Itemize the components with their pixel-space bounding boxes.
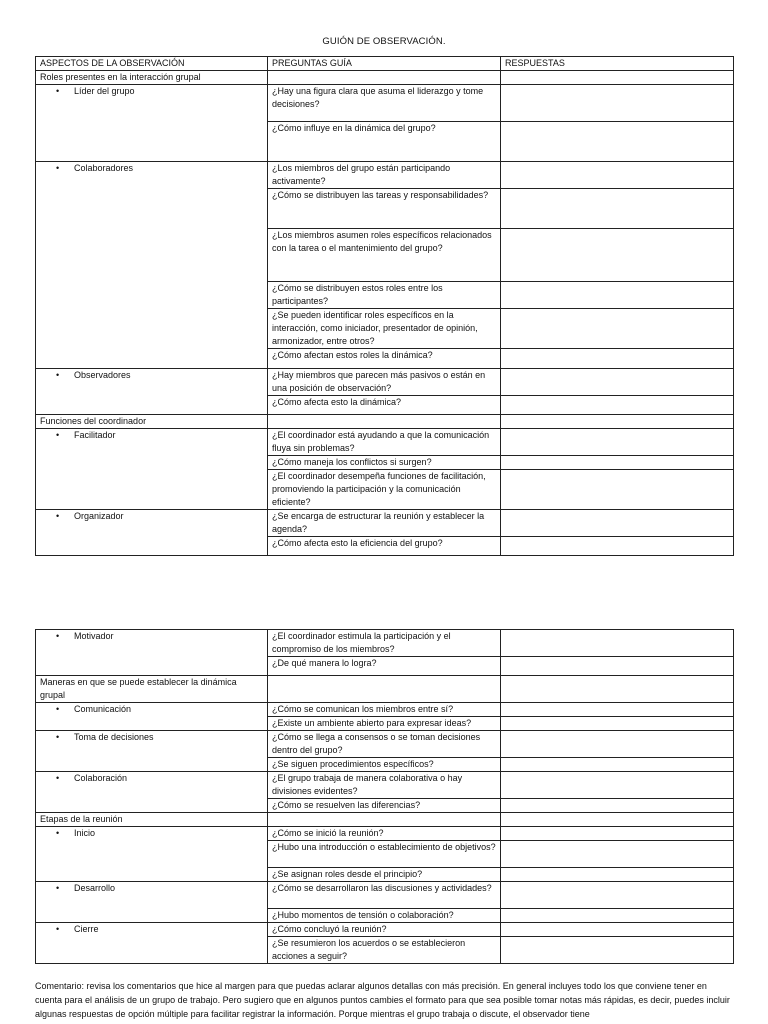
question: ¿Se encarga de estructurar la reunión y establecer la agenda? <box>268 510 501 537</box>
question: ¿El coordinador está ayudando a que la comunicación fluya sin problemas? <box>268 429 501 456</box>
answer-cell[interactable] <box>501 923 734 937</box>
aspect-lider: • Líder del grupo <box>36 85 268 162</box>
question: ¿El coordinador desempeña funciones de facilitación, promoviendo la participación y la comunicación eficiente? <box>268 470 501 510</box>
question: ¿Hubo momentos de tensión o colaboración? <box>268 909 501 923</box>
question: ¿Cómo afecta esto la eficiencia del grupo? <box>268 537 501 556</box>
header-aspectos: ASPECTOS DE LA OBSERVACIÓN <box>36 57 268 71</box>
answer-cell[interactable] <box>501 282 734 309</box>
answer-cell[interactable] <box>501 470 734 510</box>
answer-cell[interactable] <box>501 657 734 676</box>
question: ¿Cómo se inició la reunión? <box>268 827 501 841</box>
aspect-toma-decisiones: • Toma de decisiones <box>36 731 268 772</box>
answer-cell[interactable] <box>501 537 734 556</box>
question: ¿El coordinador estimula la participación y el compromiso de los miembros? <box>268 630 501 657</box>
question: ¿Cómo maneja los conflictos si surgen? <box>268 456 501 470</box>
aspect-cierre: • Cierre <box>36 923 268 964</box>
answer-cell[interactable] <box>501 349 734 369</box>
question: ¿Cómo concluyó la reunión? <box>268 923 501 937</box>
question: ¿Cómo afectan estos roles la dinámica? <box>268 349 501 369</box>
answer-cell[interactable] <box>501 510 734 537</box>
question: ¿Cómo se distribuyen estos roles entre los participantes? <box>268 282 501 309</box>
question: ¿El grupo trabaja de manera colaborativa o hay divisiones evidentes? <box>268 772 501 799</box>
section-funciones: Funciones del coordinador <box>36 415 268 429</box>
answer-cell[interactable] <box>501 841 734 868</box>
answer-cell[interactable] <box>501 415 734 429</box>
aspect-comunicacion: • Comunicación <box>36 703 268 731</box>
question: ¿Se siguen procedimientos específicos? <box>268 758 501 772</box>
answer-cell[interactable] <box>501 229 734 282</box>
question: ¿Hubo una introducción o establecimiento de objetivos? <box>268 841 501 868</box>
answer-cell[interactable] <box>501 717 734 731</box>
reviewer-comment: Comentario: revisa los comentarios que hice al margen para que puedas aclarar algunos detallas con más precisión. En general incluyes todo los que conviene tener en cuenta para el análisis de un grupo de trabajo. Pero sugiero que en algunos puntos cambies el formato para que sea posible tomar notas más rápidas, es decir, puedes incluir algunas respuestas de opción múltiple para facilitar registrar la información. Porque mientras el grupo trabaja o discute, el observador tiene <box>35 981 730 1019</box>
aspect-colaboradores: • Colaboradores <box>36 162 268 369</box>
aspect-motivador: • Motivador <box>36 630 268 676</box>
aspect-inicio: • Inicio <box>36 827 268 882</box>
aspect-facilitador: • Facilitador <box>36 429 268 510</box>
question: ¿Cómo afecta esto la dinámica? <box>268 396 501 415</box>
question: ¿Se pueden identificar roles específicos en la interacción, como iniciador, presentador de opinión, armonizador, entre otros? <box>268 309 501 349</box>
observation-table-part-2 <box>35 629 734 964</box>
answer-cell[interactable] <box>501 703 734 717</box>
question: ¿Cómo se desarrollaron las discusiones y actividades? <box>268 882 501 909</box>
section-etapas: Etapas de la reunión <box>36 813 268 827</box>
answer-cell[interactable] <box>501 772 734 799</box>
answer-cell[interactable] <box>501 71 734 85</box>
observation-table-part-1 <box>35 56 734 556</box>
question: ¿Existe un ambiente abierto para expresar ideas? <box>268 717 501 731</box>
question: ¿Los miembros del grupo están participando activamente? <box>268 162 501 189</box>
answer-cell[interactable] <box>501 162 734 189</box>
answer-cell[interactable] <box>501 85 734 122</box>
document-title: GUIÓN DE OBSERVACIÓN. <box>322 36 446 47</box>
header-preguntas: PREGUNTAS GUÍA <box>268 57 501 71</box>
answer-cell[interactable] <box>501 396 734 415</box>
aspect-colaboracion: • Colaboración <box>36 772 268 813</box>
header-respuestas: RESPUESTAS <box>501 57 734 71</box>
answer-cell[interactable] <box>501 882 734 909</box>
answer-cell[interactable] <box>501 813 734 827</box>
aspect-observadores: • Observadores <box>36 369 268 415</box>
answer-cell[interactable] <box>501 456 734 470</box>
question: ¿Cómo se resuelven las diferencias? <box>268 799 501 813</box>
answer-cell[interactable] <box>501 799 734 813</box>
answer-cell[interactable] <box>501 868 734 882</box>
question: ¿Hay miembros que parecen más pasivos o están en una posición de observación? <box>268 369 501 396</box>
answer-cell[interactable] <box>501 758 734 772</box>
question: ¿De qué manera lo logra? <box>268 657 501 676</box>
aspect-desarrollo: • Desarrollo <box>36 882 268 923</box>
answer-cell[interactable] <box>501 630 734 657</box>
aspect-organizador: • Organizador <box>36 510 268 556</box>
section-maneras: Maneras en que se puede establecer la dinámica grupal <box>36 676 268 703</box>
question: ¿Cómo se comunican los miembros entre sí? <box>268 703 501 717</box>
answer-cell[interactable] <box>501 309 734 349</box>
question: ¿Cómo se llega a consensos o se toman decisiones dentro del grupo? <box>268 731 501 758</box>
question: ¿Cómo se distribuyen las tareas y responsabilidades? <box>268 189 501 229</box>
answer-cell[interactable] <box>501 676 734 703</box>
answer-cell[interactable] <box>501 827 734 841</box>
answer-cell[interactable] <box>501 122 734 162</box>
answer-cell[interactable] <box>501 369 734 396</box>
question: ¿Se asignan roles desde el principio? <box>268 868 501 882</box>
answer-cell[interactable] <box>501 909 734 923</box>
question: ¿Cómo influye en la dinámica del grupo? <box>268 122 501 162</box>
question: ¿Hay una figura clara que asuma el liderazgo y tome decisiones? <box>268 85 501 122</box>
answer-cell[interactable] <box>501 937 734 964</box>
question: ¿Se resumieron los acuerdos o se establecieron acciones a seguir? <box>268 937 501 964</box>
section-roles: Roles presentes en la interacción grupal <box>36 71 268 85</box>
answer-cell[interactable] <box>501 189 734 229</box>
question: ¿Los miembros asumen roles específicos relacionados con la tarea o el mantenimiento del grupo? <box>268 229 501 282</box>
answer-cell[interactable] <box>501 731 734 758</box>
answer-cell[interactable] <box>501 429 734 456</box>
